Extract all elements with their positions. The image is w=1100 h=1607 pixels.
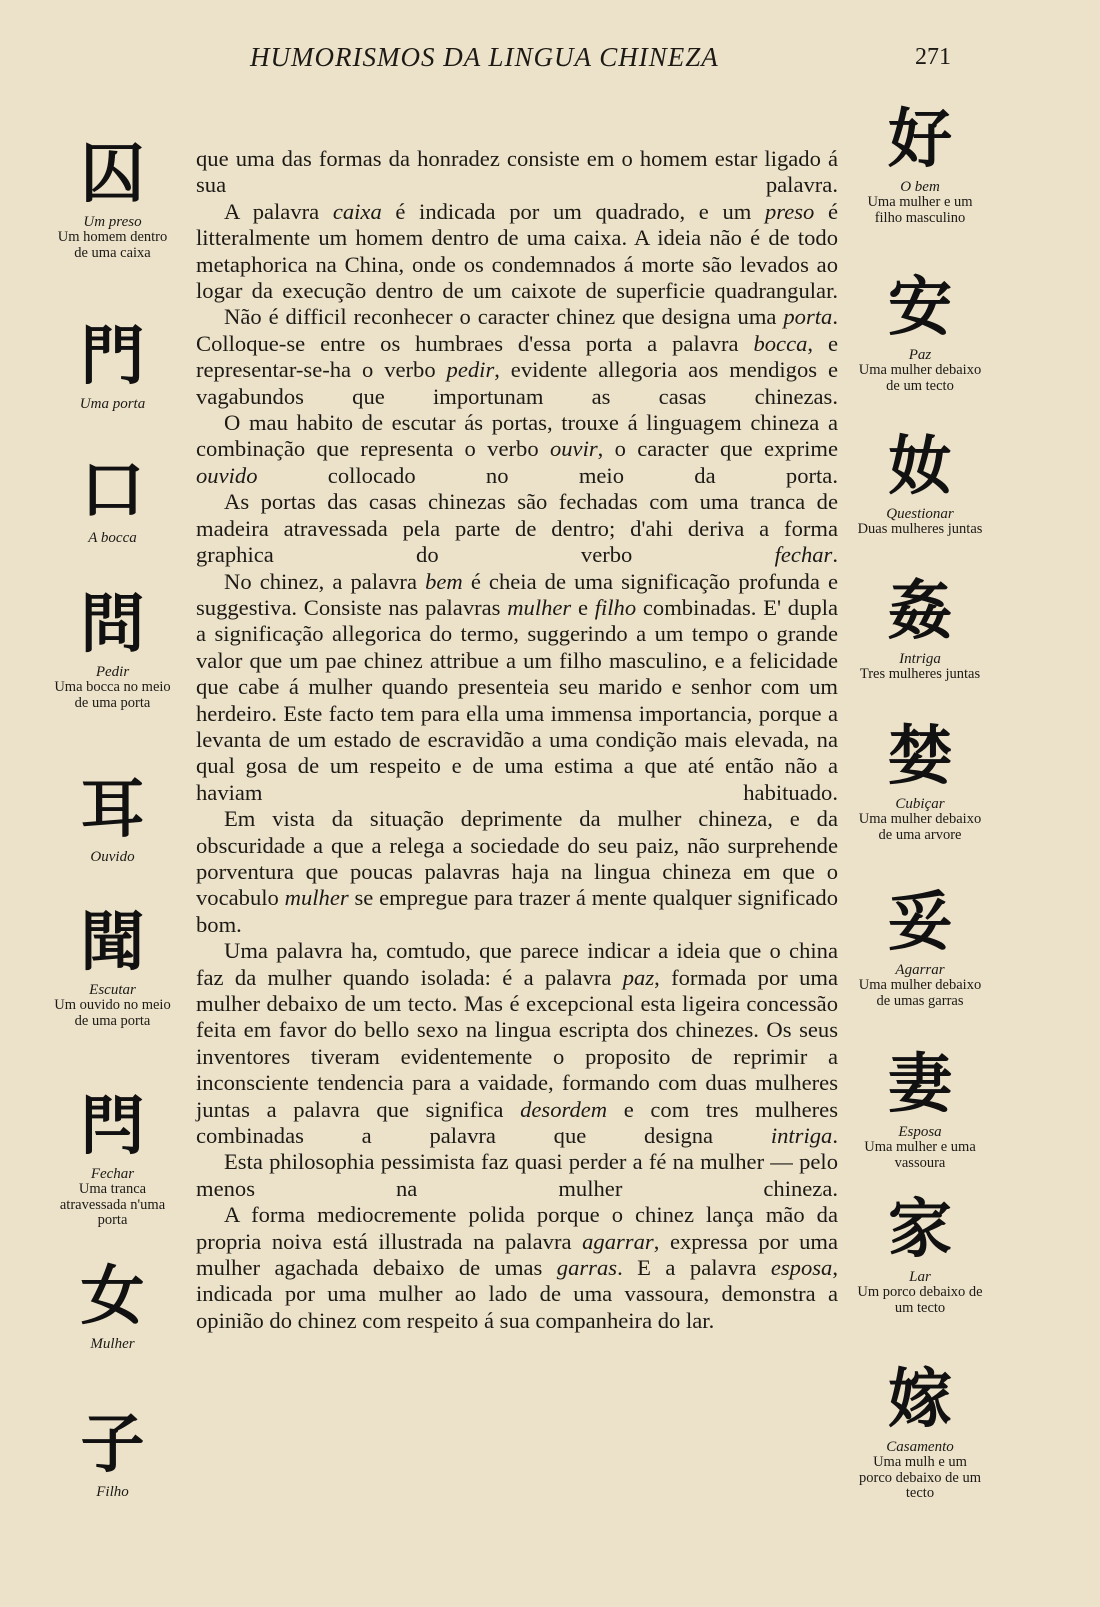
body-paragraph bbox=[196, 1202, 838, 1334]
italic-term: filho bbox=[594, 594, 637, 620]
text-run: , indicada por uma mulher ao lado de uma vassoura, demonstra a opinião do chinez com respeito á sua companheira do lar. bbox=[196, 1255, 838, 1333]
text-run: Em vista da situação deprimente da mulher chineza, e da obscuridade a que a relega a sociedade do seu paiz, não surprehende porventura que poucas palavras haja na lingua chineza em que o vocabulo bbox=[196, 806, 838, 911]
glyph-character: 安 bbox=[888, 271, 952, 345]
glyph-description: Uma mulher e um filho masculino bbox=[867, 194, 973, 226]
text-run: e com tres mulheres combinadas a palavra que designa bbox=[196, 1096, 838, 1149]
italic-term: garras bbox=[556, 1255, 618, 1281]
glyph-description: Duas mulheres juntas bbox=[857, 521, 983, 537]
text-run: Uma palavra ha, comtudo, que parece indicar a ideia que o china faz da mulher quando isolada: é a palavra bbox=[196, 938, 838, 990]
glyph-character: 妻 bbox=[888, 1048, 952, 1122]
glyph-caption: Agarrar bbox=[895, 962, 945, 978]
glyph-description: Uma mulher e uma vassoura bbox=[864, 1139, 976, 1171]
glyph-character: 奻 bbox=[888, 430, 952, 504]
italic-term: ouvir bbox=[549, 436, 598, 462]
glyph-fechar bbox=[50, 1092, 175, 1229]
text-run: . bbox=[832, 1123, 838, 1149]
glyph-character: 口 bbox=[80, 454, 145, 528]
glyph-character: 姦 bbox=[888, 575, 952, 649]
text-run: se empregue para trazer á mente qualquer significado bom. bbox=[196, 885, 839, 937]
body-paragraph bbox=[196, 410, 838, 489]
text-run: As portas das casas chinezas são fechadas com uma tranca de madeira atravessada pela parte de dentro; d'ahi deriva a forma graphica do verbo bbox=[196, 489, 838, 568]
text-run: . bbox=[832, 542, 838, 568]
glyph-description: Tres mulheres juntas bbox=[859, 666, 981, 682]
italic-term: esposa bbox=[770, 1255, 833, 1281]
text-run: que uma das formas da honradez consiste em o homem estar ligado á sua palavra. bbox=[196, 146, 838, 198]
glyph-character: 家 bbox=[888, 1193, 952, 1267]
text-run: collocado no meio da porta. bbox=[257, 462, 838, 488]
text-run: e bbox=[571, 594, 595, 620]
glyph-character: 門 bbox=[80, 320, 145, 394]
glyph-caption: Mulher bbox=[90, 1336, 135, 1352]
text-run: combinadas. E' dupla a significação allegorica do termo, suggerindo a um tempo o grande valor que um pae chinez attribue a um filho masculino, e a felicidade que cabe á mulher quando presenteia seu marido e senhor com um herdeiro. Este facto tem para ella uma immensa importancia, porque a levanta de um estado de escravidão a uma condição mais elevada, na qual gosa de um respeito e de uma estima a que até então não a haviam habituado. bbox=[196, 594, 838, 805]
glyph-caption: Filho bbox=[96, 1484, 129, 1500]
glyph-character: 女 bbox=[80, 1260, 145, 1334]
body-paragraph bbox=[196, 199, 838, 305]
text-run: Esta philosophia pessimista faz quasi perder a fé na mulher — pelo menos na mulher chineza. bbox=[196, 1149, 838, 1201]
body-paragraph bbox=[196, 569, 838, 807]
glyph-description: Uma tranca atravessada n'uma porta bbox=[59, 1181, 166, 1228]
glyph-caption: Escutar bbox=[89, 982, 136, 998]
glyph-character: 婪 bbox=[888, 720, 952, 794]
italic-term: caixa bbox=[332, 198, 382, 224]
glyph-description: Uma mulher debaixo de umas garras bbox=[858, 977, 982, 1009]
glyph-caption: Casamento bbox=[886, 1439, 954, 1455]
text-run: No chinez, a palavra bbox=[224, 568, 426, 594]
italic-term: agarrar bbox=[582, 1228, 654, 1254]
glyph-description: Uma bocca no meio de uma porta bbox=[54, 679, 171, 711]
glyph-caption: Intriga bbox=[899, 651, 941, 667]
glyph-character: 問 bbox=[80, 588, 145, 662]
italic-term: bocca bbox=[753, 330, 808, 356]
glyph-caption: Uma porta bbox=[79, 396, 146, 412]
text-run: . E a palavra bbox=[617, 1255, 771, 1281]
glyph-questionar bbox=[855, 432, 985, 538]
glyph-character: 聞 bbox=[80, 906, 145, 980]
page-number: 271 bbox=[915, 44, 951, 70]
text-run: , evidente allegoria aos mendigos e vagabundos que importunam as casas chinezas. bbox=[196, 357, 838, 409]
glyph-escutar bbox=[50, 908, 175, 1029]
glyph-character: 囚 bbox=[80, 138, 145, 212]
italic-term: preso bbox=[764, 198, 815, 224]
text-run: , o caracter que exprime bbox=[597, 436, 838, 462]
glyph-esposa bbox=[855, 1050, 985, 1171]
glyph-character: 嫁 bbox=[888, 1363, 952, 1437]
glyph-mulher bbox=[50, 1262, 175, 1352]
italic-term: ouvido bbox=[196, 462, 258, 488]
glyph-description: Um ouvido no meio de uma porta bbox=[54, 997, 171, 1029]
italic-term: desordem bbox=[520, 1096, 608, 1122]
text-run: , formada por uma mulher debaixo de um tecto. Mas é excepcional esta ligeira concessão feita em favor do bello sexo na lingua escripta dos chinezes. Os seus inventores tiveram evidentemente o proposito de reprimir a inconsciente tendencia para a vaidade, formando com duas mulheres juntas a palavra que significa bbox=[196, 964, 838, 1122]
article-body bbox=[196, 146, 838, 1334]
text-run: , expressa por uma mulher agachada debaixo de umas bbox=[196, 1228, 838, 1281]
glyph-preso bbox=[50, 140, 175, 261]
glyph-filho bbox=[50, 1410, 175, 1500]
glyph-character: 耳 bbox=[80, 773, 145, 847]
glyph-character: 閂 bbox=[80, 1090, 145, 1164]
glyph-caption: Um preso bbox=[83, 214, 142, 230]
glyph-description: Um homem dentro de uma caixa bbox=[57, 229, 168, 261]
glyph-caption: Cubiçar bbox=[895, 796, 945, 812]
glyph-casamento bbox=[855, 1365, 985, 1502]
italic-term: porta bbox=[783, 304, 833, 330]
glyph-character: 好 bbox=[888, 103, 952, 177]
text-run: . Colloque-se entre os humbraes d'essa porta a palavra bbox=[196, 304, 838, 356]
italic-term: mulher bbox=[507, 594, 572, 620]
glyph-caption: Lar bbox=[909, 1269, 931, 1285]
glyph-character: 子 bbox=[80, 1408, 145, 1482]
glyph-intriga bbox=[855, 577, 985, 683]
text-run: A forma mediocremente polida porque o chinez lança mão da propria noiva está illustrada na palavra bbox=[196, 1202, 838, 1254]
body-paragraph bbox=[196, 489, 838, 568]
glyph-cubicar bbox=[855, 722, 985, 843]
glyph-description: Uma mulh e um porco debaixo de um tecto bbox=[858, 1454, 981, 1501]
italic-term: bem bbox=[425, 568, 463, 594]
glyph-agarrar bbox=[855, 888, 985, 1009]
body-paragraph bbox=[196, 146, 838, 199]
glyph-caption: Ouvido bbox=[90, 849, 135, 865]
text-run: é cheia de uma significação profunda e suggestiva. Consiste nas palavras bbox=[196, 568, 838, 620]
text-run: Não é difficil reconhecer o caracter chinez que designa uma bbox=[224, 304, 784, 330]
body-paragraph bbox=[196, 304, 838, 410]
glyph-porta bbox=[50, 322, 175, 412]
body-paragraph bbox=[196, 806, 838, 938]
glyph-caption: Esposa bbox=[898, 1124, 942, 1140]
italic-term: paz bbox=[622, 964, 655, 990]
text-run: A palavra bbox=[224, 198, 333, 224]
text-run: é indicada por um quadrado, e um bbox=[381, 198, 765, 224]
glyph-caption: A bocca bbox=[88, 530, 137, 546]
body-paragraph bbox=[196, 938, 838, 1149]
glyph-caption: Paz bbox=[908, 347, 932, 363]
glyph-description: Uma mulher debaixo de uma arvore bbox=[858, 811, 982, 843]
glyph-caption: O bem bbox=[900, 179, 940, 195]
glyph-caption: Fechar bbox=[90, 1166, 135, 1182]
glyph-paz bbox=[855, 273, 985, 394]
text-run: O mau habito de escutar ás portas, trouxe á linguagem chineza a combinação que representa o verbo bbox=[196, 410, 838, 462]
italic-term: fechar bbox=[774, 542, 833, 568]
body-paragraph bbox=[196, 1149, 838, 1202]
glyph-ouvido bbox=[50, 775, 175, 865]
italic-term: intriga bbox=[770, 1123, 833, 1149]
glyph-bocca bbox=[50, 456, 175, 546]
glyph-lar bbox=[855, 1195, 985, 1316]
glyph-character: 妥 bbox=[888, 886, 952, 960]
glyph-description: Um porco debaixo de um tecto bbox=[857, 1284, 983, 1316]
glyph-caption: Questionar bbox=[886, 506, 954, 522]
text-run: , e representar-se-ha o verbo bbox=[196, 330, 838, 383]
glyph-bem bbox=[855, 105, 985, 226]
running-header-title: HUMORISMOS DA LINGUA CHINEZA bbox=[250, 42, 719, 72]
text-run: é litteralmente um homem dentro de uma caixa. A ideia não é de todo metaphorica na China, onde os condemnados á morte são levados ao logar da execução dentro de um caixote de superficie quadrangular. bbox=[196, 198, 838, 304]
glyph-description: Uma mulher debaixo de um tecto bbox=[858, 362, 982, 394]
italic-term: mulher bbox=[284, 885, 349, 911]
glyph-pedir bbox=[50, 590, 175, 711]
glyph-caption: Pedir bbox=[95, 664, 130, 680]
italic-term: pedir bbox=[446, 357, 495, 383]
